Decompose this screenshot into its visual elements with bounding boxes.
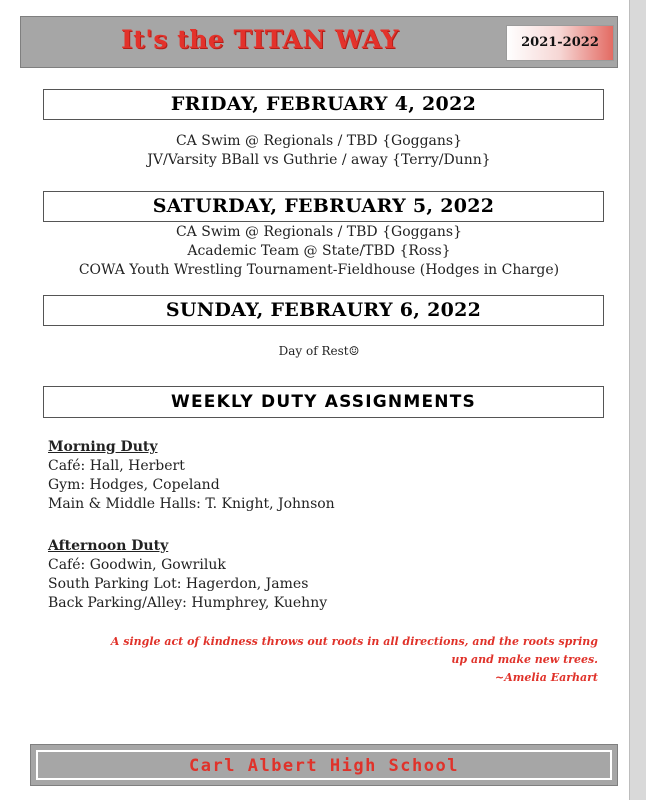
duty-line: South Parking Lot: Hagerdon, James	[48, 576, 309, 592]
friday-events	[20, 132, 618, 170]
event-line: CA Swim @ Regionals / TBD {Goggans}	[175, 224, 463, 240]
footer-bar	[30, 744, 618, 786]
duty-line: Café: Hall, Herbert	[48, 458, 185, 474]
day-heading-saturday: SATURDAY, FEBRUARY 5, 2022	[43, 191, 604, 222]
header-title: It's the TITAN WAY	[121, 25, 399, 54]
event-line: Academic Team @ State/TBD {Ross}	[187, 243, 451, 259]
event-line: CA Swim @ Regionals / TBD {Goggans}	[175, 133, 463, 149]
header-bar	[20, 16, 618, 68]
event-line: COWA Youth Wrestling Tournament-Fieldhouse (Hodges in Charge)	[78, 262, 560, 278]
duty-line: Gym: Hodges, Copeland	[48, 477, 220, 493]
afternoon-duty-section	[48, 537, 608, 613]
duty-line: Café: Goodwin, Gowriluk	[48, 557, 226, 573]
event-line: JV/Varsity BBall vs Guthrie / away {Terry/Dunn}	[147, 152, 491, 168]
sunday-events	[20, 342, 618, 361]
duty-assignments-heading: WEEKLY DUTY ASSIGNMENTS	[43, 386, 604, 418]
duty-line: Back Parking/Alley: Humphrey, Kuehny	[48, 595, 328, 611]
day-heading-sunday: SUNDAY, FEBRAURY 6, 2022	[43, 295, 604, 326]
kindness-quote	[20, 633, 598, 687]
afternoon-duty-heading: Afternoon Duty	[48, 538, 169, 554]
morning-duty-heading: Morning Duty	[48, 439, 158, 455]
quote-author: ~Amelia Earhart	[494, 671, 598, 684]
quote-line: up and make new trees.	[451, 653, 598, 666]
event-line: Day of Rest☺	[278, 344, 360, 358]
school-name: Carl Albert High School	[36, 750, 612, 780]
day-heading-friday: FRIDAY, FEBRUARY 4, 2022	[43, 89, 604, 120]
school-year-badge: 2021-2022	[506, 25, 614, 61]
quote-line: A single act of kindness throws out roots in all directions, and the roots spring	[110, 635, 598, 648]
morning-duty-section	[48, 438, 608, 514]
duty-line: Main & Middle Halls: T. Knight, Johnson	[48, 496, 335, 512]
saturday-events	[20, 223, 618, 280]
